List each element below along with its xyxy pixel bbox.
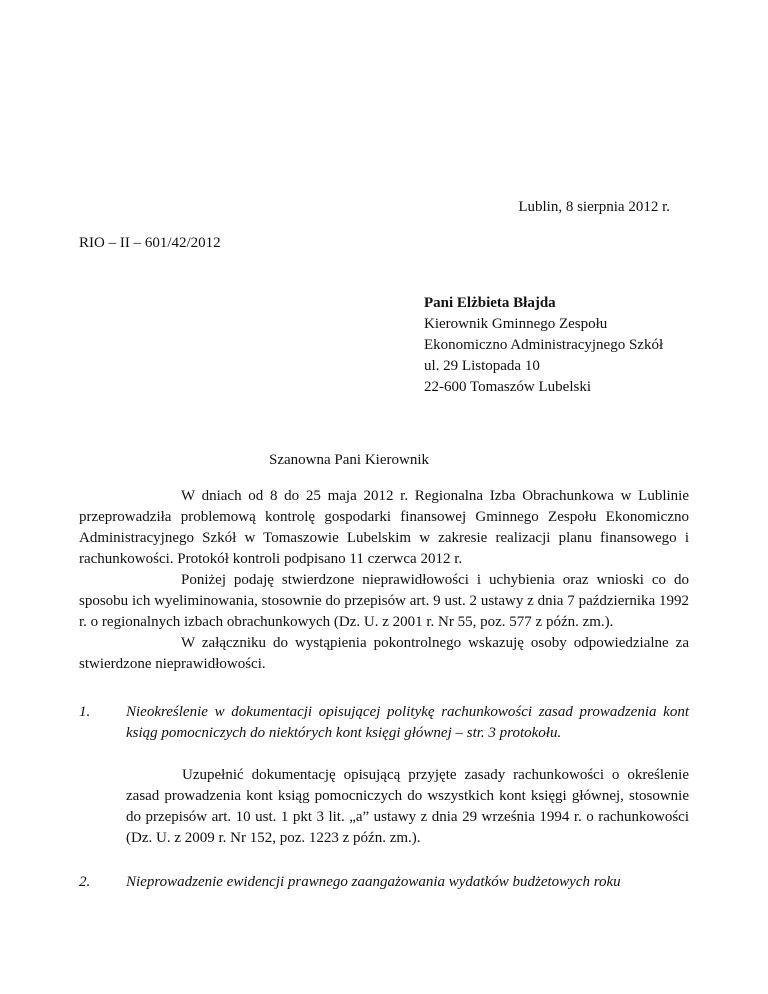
recipient-address xyxy=(424,293,663,398)
recipient-line: Kierownik Gminnego Zespołu xyxy=(424,316,608,332)
place-and-date: Lublin, 8 sierpnia 2012 r. xyxy=(518,199,670,215)
body-paragraph: W załączniku do wystąpienia pokontrolnego wskazuję osoby odpowiedzialne za stwierdzone nieprawidłowości. xyxy=(79,635,689,672)
letter-body xyxy=(79,486,689,675)
finding-number: 2. xyxy=(79,874,91,890)
recipient-line: ul. 29 Listopada 10 xyxy=(424,358,540,374)
recommendation-text: Uzupełnić dokumentację opisującą przyjęte zasady rachunkowości o określenie zasad prowadzenia kont ksiąg pomocniczych do wszystkich kont księgi głównej, stosownie do przepisów art. 10 ust. 1 pkt 3 lit. „a” ustawy z dnia 29 września 1994 r. o rachunkowości (Dz. U. z 2009 r. Nr 152, poz. 1223 z późn. zm.). xyxy=(126,767,689,846)
salutation-text: Szanowna Pani Kierownik xyxy=(269,452,429,468)
recipient-line: 22-600 Tomaszów Lubelski xyxy=(424,379,591,395)
finding-recommendation xyxy=(126,765,689,849)
finding-text: Nieokreślenie w dokumentacji opisującej politykę rachunkowości zasad prowadzenia kont ksiąg pomocniczych do niektórych kont księgi głównej – str. 3 protokołu. xyxy=(126,704,689,741)
finding-number: 1. xyxy=(79,704,91,720)
finding-text: Nieprowadzenie ewidencji prawnego zaangażowania wydatków budżetowych roku xyxy=(126,874,621,890)
recipient-line: Ekonomiczno Administracyjnego Szkół xyxy=(424,337,664,353)
salutation xyxy=(0,450,768,471)
finding-item xyxy=(79,702,689,744)
finding-item xyxy=(79,872,689,893)
recipient-name: Pani Elżbieta Błajda xyxy=(424,295,556,311)
reference-number: RIO – II – 601/42/2012 xyxy=(79,235,221,251)
body-paragraph: W dniach od 8 do 25 maja 2012 r. Regionalna Izba Obrachunkowa w Lublinie przeprowadziła problemową kontrolę gospodarki finansowej Gminnego Zespołu Ekonomiczno Administracyjnego Szkół w Tomaszowie Lubelskim w zakresie realizacji planu finansowego i rachunkowości. Protokół kontroli podpisano 11 czerwca 2012 r. xyxy=(79,488,689,567)
body-paragraph: Poniżej podaję stwierdzone nieprawidłowości i uchybienia oraz wnioski co do sposobu ich wyeliminowania, stosownie do przepisów art. 9 ust. 2 ustawy z dnia 7 października 1992 r. o regionalnych izbach obrachunkowych (Dz. U. z 2001 r. Nr 55, poz. 577 z późn. zm.). xyxy=(79,572,689,630)
